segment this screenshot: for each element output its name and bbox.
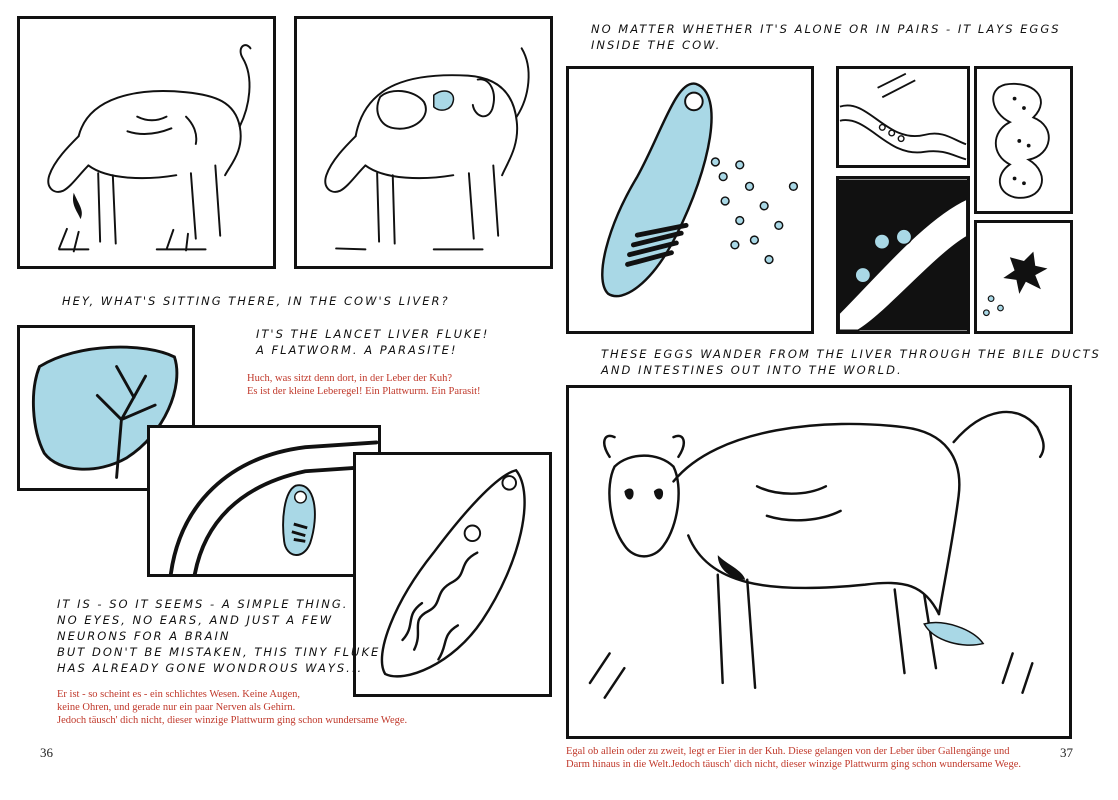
translation-line: Huch, was sitzt denn dort, in der Leber der Kuh? bbox=[247, 373, 452, 384]
caption-eggs-line: INSIDE THE COW. bbox=[591, 38, 722, 52]
panel-egg-splash bbox=[974, 220, 1073, 334]
caption-description-line: IT IS - SO IT SEEMS - A SIMPLE THING. bbox=[57, 597, 349, 611]
bile-duct-illustration bbox=[839, 69, 967, 165]
caption-description-line: NO EYES, NO EARS, AND JUST A FEW bbox=[57, 613, 334, 627]
panel-fluke-eggs bbox=[566, 66, 814, 334]
panel-grazing-cow bbox=[17, 16, 276, 269]
caption-question-text: HEY, WHAT'S SITTING THERE, IN THE COW'S LIVER? bbox=[62, 294, 450, 308]
translation-description bbox=[57, 688, 407, 727]
caption-answer-line: IT'S THE LANCET LIVER FLUKE! bbox=[256, 327, 490, 341]
translation-line: Jedoch täusch' dich nicht, dieser winzige Plattwurm ging schon wundersame Wege. bbox=[57, 715, 408, 726]
caption-wander bbox=[601, 346, 1101, 378]
caption-eggs bbox=[591, 21, 1061, 53]
fluke-in-duct-illustration bbox=[150, 428, 378, 574]
caption-eggs-line: NO MATTER WHETHER IT'S ALONE OR IN PAIRS - IT LAYS EGGS bbox=[591, 22, 1061, 36]
fluke-eggs-illustration bbox=[569, 69, 811, 331]
panel-intestine bbox=[974, 66, 1073, 214]
egg-splash-illustration bbox=[977, 223, 1070, 331]
page-number-right: 37 bbox=[1060, 745, 1073, 760]
cow-illustration bbox=[20, 19, 273, 266]
caption-wander-line: AND INTESTINES OUT INTO THE WORLD. bbox=[601, 363, 903, 377]
caption-description-line: NEURONS FOR A BRAIN bbox=[57, 629, 231, 643]
translation-question bbox=[247, 372, 481, 398]
translation-line: Egal ob allein oder zu zweit, legt er Eier in der Kuh. Diese gelangen von der Leber über Gallengänge und bbox=[566, 746, 1010, 757]
caption-description-line: BUT DON'T BE MISTAKEN, THIS TINY FLUKE bbox=[57, 645, 381, 659]
caption-description bbox=[57, 596, 380, 676]
fluke-anatomy-illustration bbox=[356, 455, 549, 694]
panel-large-cow bbox=[566, 385, 1072, 739]
caption-wander-line: THESE EGGS WANDER FROM THE LIVER THROUGH THE BILE DUCTS bbox=[601, 347, 1101, 361]
caption-question bbox=[62, 293, 450, 309]
page-number-left: 36 bbox=[40, 745, 53, 760]
translation-line: keine Ohren, und gerade nur ein paar Nerven als Gehirn. bbox=[57, 702, 296, 713]
caption-description-line: HAS ALREADY GONE WONDROUS WAYS... bbox=[57, 661, 364, 675]
large-cow-illustration bbox=[569, 388, 1069, 736]
caption-answer bbox=[256, 326, 489, 358]
translation-line: Es ist der kleine Leberegel! Ein Plattwurm. Ein Parasit! bbox=[247, 386, 481, 397]
panel-fluke-in-duct bbox=[147, 425, 381, 577]
translation-right bbox=[566, 745, 1021, 771]
translation-line: Darm hinaus in die Welt.Jedoch täusch' dich nicht, dieser winzige Plattwurm ging schon wundersame Wege. bbox=[566, 759, 1021, 770]
panel-bile-duct bbox=[836, 66, 970, 168]
panel-cow-anatomy bbox=[294, 16, 553, 269]
duct-blue-eggs-illustration bbox=[839, 179, 967, 331]
translation-line: Er ist - so scheint es - ein schlichtes Wesen. Keine Augen, bbox=[57, 689, 301, 700]
intestine-illustration bbox=[977, 69, 1070, 211]
caption-answer-line: A FLATWORM. A PARASITE! bbox=[256, 343, 458, 357]
cow-anatomy-illustration bbox=[297, 19, 550, 266]
panel-duct-blue-eggs bbox=[836, 176, 970, 334]
panel-fluke-anatomy bbox=[353, 452, 552, 697]
